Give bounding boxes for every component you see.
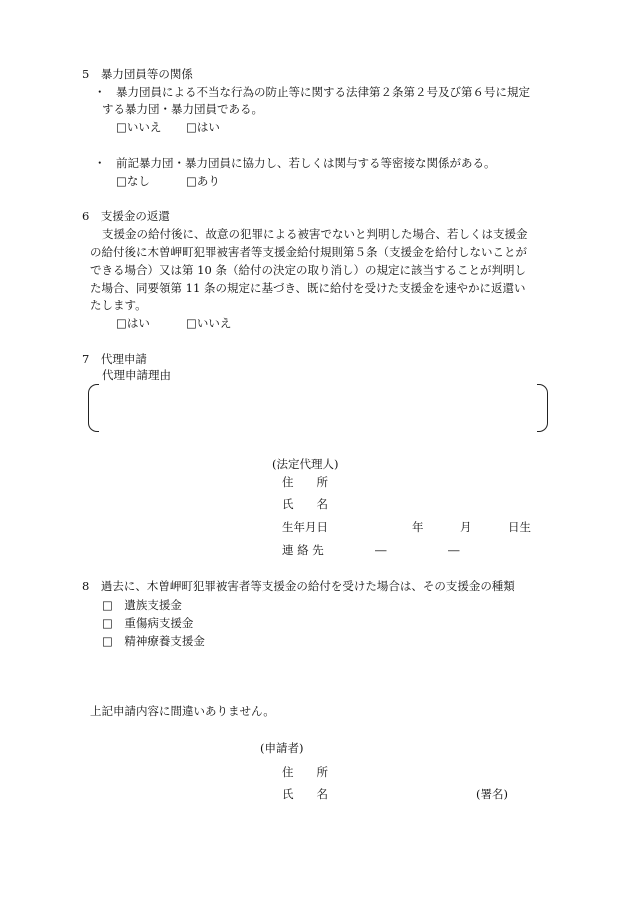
applicant-heading: (申請者) [260,741,304,755]
checkbox-none[interactable]: □なし [116,174,150,188]
section-7-title: 7 代理申請 [82,352,147,366]
checkbox-yes[interactable]: □はい [186,120,220,134]
confirmation-text: 上記申請内容に間違いありません。 [90,704,275,718]
paragraph-line: 支援金の給付後に、故意の犯罪による被害でないと判明した場合、若しくは支援金 [102,227,528,241]
reason-label: 代理申請理由 [102,368,171,382]
section-6-title: 6 支援金の返還 [82,209,170,223]
contact-label: 連 絡 先 [282,543,324,557]
signature-label: (署名) [476,787,508,801]
bullet: ・ [94,156,106,170]
address-label: 住 所 [282,475,328,489]
paragraph-line: できる場合）又は第 10 条（給付の決定の取り消し）の規定に該当することが判明し [90,263,526,277]
dash: ― [448,543,460,557]
checkbox-serious-injury[interactable]: □ 重傷病支援金 [102,616,194,630]
month-label: 月 [460,520,472,534]
checkbox-no[interactable]: □いいえ [116,120,162,134]
year-label: 年 [412,520,424,534]
paragraph-line: たします。 [90,298,147,312]
checkbox-no[interactable]: □いいえ [186,316,232,330]
dob-label: 生年月日 [282,520,328,534]
checkbox-yes[interactable]: □はい [116,316,150,330]
section-8-title: 8 過去に、木曽岬町犯罪被害者等支援金の給付を受けた場合は、その支援金の種類 [82,579,515,593]
day-label: 日生 [508,520,531,534]
paragraph-line: た場合、同要領第 11 条の規定に基づき、既に給付を受けた支援金を速やかに返還い [90,281,526,295]
paragraph-line: の給付後に木曽岬町犯罪被害者等支援金給付規則第５条（支援金を給付しないことが [90,245,527,259]
question-text: 暴力団員による不当な行為の防止等に関する法律第２条第２号及び第６号に規定 [116,85,530,99]
applicant-address-label: 住 所 [282,765,328,779]
dash: ― [375,543,387,557]
checkbox-mental-care[interactable]: □ 精神療養支援金 [102,634,205,648]
bullet: ・ [94,85,106,99]
representative-heading: (法定代理人) [272,457,339,471]
question-text: 前記暴力団・暴力団員に協力し、若しくは関与する等密接な関係がある。 [116,156,496,170]
name-label: 氏 名 [282,497,328,511]
section-5-title: 5 暴力団員等の関係 [82,67,193,81]
left-bracket [88,384,99,432]
question-text: する暴力団・暴力団員である。 [102,102,263,116]
applicant-name-label: 氏 名 [282,787,328,801]
right-bracket [537,384,548,432]
checkbox-bereaved[interactable]: □ 遺族支援金 [102,598,182,612]
checkbox-exists[interactable]: □あり [186,174,220,188]
